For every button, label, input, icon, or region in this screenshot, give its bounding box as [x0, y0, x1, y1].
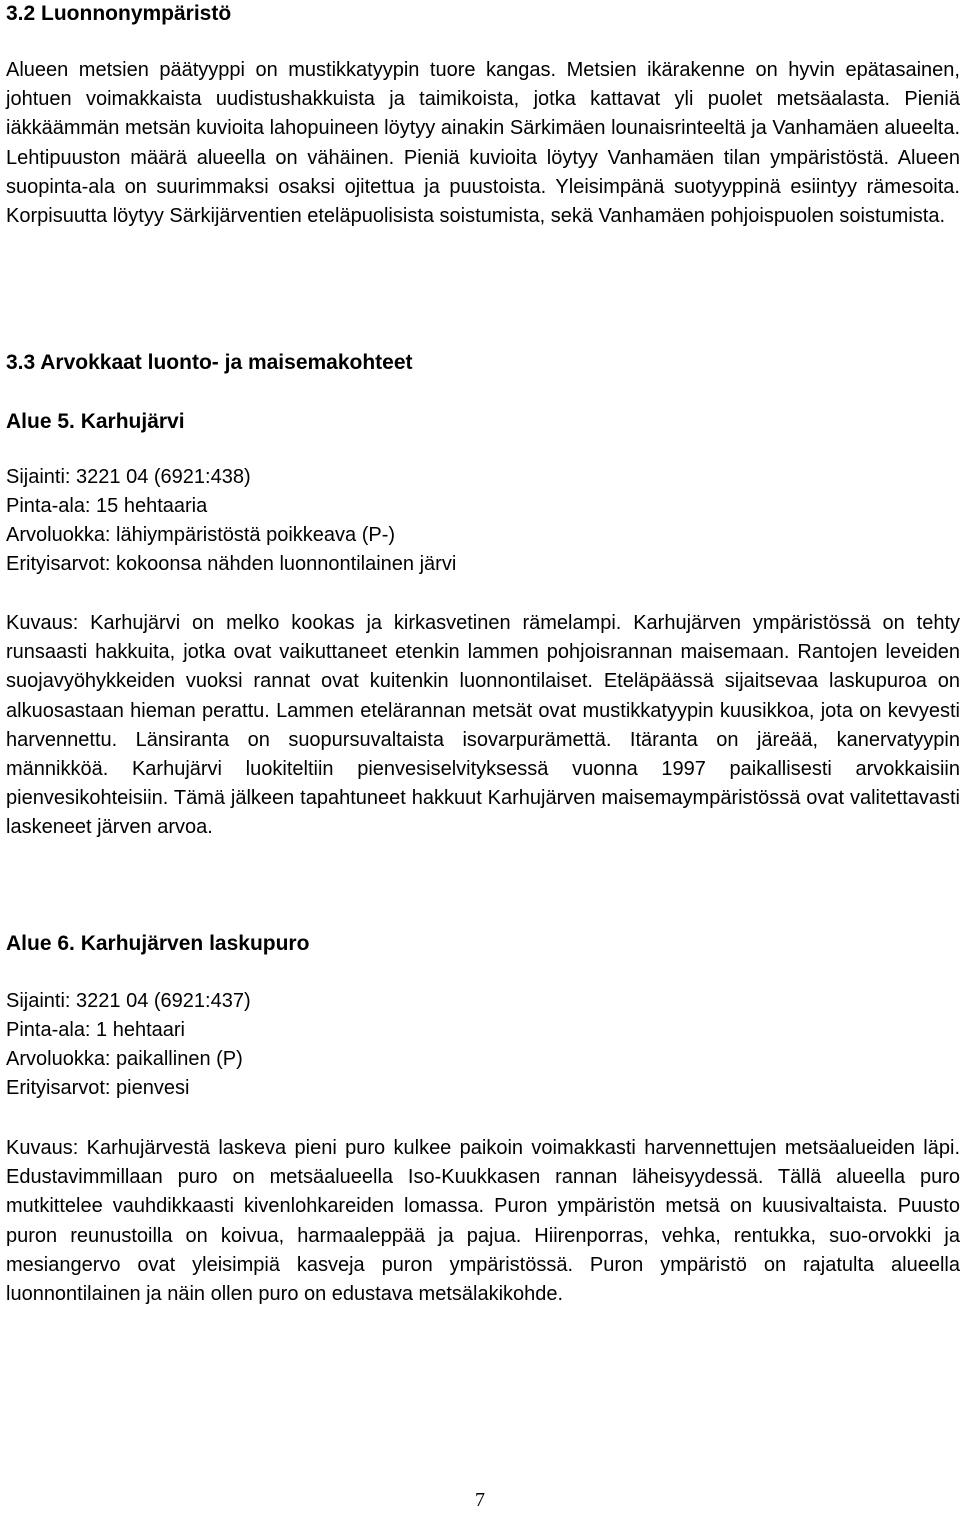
- area-5-value-class: Arvoluokka: lähiympäristöstä poikkeava (P-): [6, 524, 396, 546]
- section-heading-3-2: 3.2 Luonnonympäristö: [6, 2, 232, 25]
- area-6-description: Kuvaus: Karhujärvestä laskeva pieni puro kulkee paikoin voimakkasti harvennettujen metsäalueiden läpi. Edustavimmillaan puro on metsäalueella Iso-Kuukkasen rannan läheisyydessä. Tällä alueella puro mutkittelee vauhdikkaasti kivenlohkareiden lomassa. Puron ympäristön metsä on kuusivaltaista. Puusto puron reunustoilla on koivua, harmaaleppää ja pajua. Hiirenporras, vehka, rentukka, suo-orvokki ja mesiangervo ovat yleisimpiä kasveja puron ympäristössä. Puron ympäristö on rajatulta alueella luonnontilainen ja näin ollen puro on edustava metsälakikohde.: [6, 1137, 960, 1306]
- section-heading-3-3: 3.3 Arvokkaat luonto- ja maisemakohteet: [6, 351, 413, 374]
- area-5-metadata: [6, 463, 456, 579]
- area-5-heading: Alue 5. Karhujärvi: [6, 410, 185, 433]
- area-6-location: Sijainti: 3221 04 (6921:437): [6, 990, 251, 1012]
- area-5-special-values: Erityisarvot: kokoonsa nähden luonnontilainen järvi: [6, 553, 457, 575]
- page-number: 7: [475, 1489, 485, 1511]
- area-6-special-values: Erityisarvot: pienvesi: [6, 1077, 190, 1099]
- area-6-value-class: Arvoluokka: paikallinen (P): [6, 1048, 243, 1070]
- area-6-heading: Alue 6. Karhujärven laskupuro: [6, 932, 310, 955]
- area-6-area: Pinta-ala: 1 hehtaari: [6, 1019, 186, 1041]
- area-5-area: Pinta-ala: 15 hehtaaria: [6, 495, 208, 517]
- area-6-metadata: [6, 987, 251, 1103]
- section-3-2-paragraph: Alueen metsien päätyyppi on mustikkatyypin tuore kangas. Metsien ikärakenne on hyvin epätasainen, johtuen voimakkaista uudistushakkuista ja taimikoista, jotka kattavat yli puolet metsäalasta. Pieniä iäkkäämmän metsän kuvioita lahopuineen löytyy ainakin Särkimäen lounaisrinteeltä ja Vanhamäen alueelta. Lehtipuuston määrä alueella on vähäinen. Pieniä kuvioita löytyy Vanhamäen tilan ympäristöstä. Alueen suopinta-ala on suurimmaksi osaksi ojitettua ja puustoista. Yleisimpänä suotyyppinä esiintyy rämesoita. Korpisuutta löytyy Särkijärventien eteläpuolisista soistumista, sekä Vanhamäen pohjoispuolen soistumista.: [6, 59, 960, 228]
- area-5-description: Kuvaus: Karhujärvi on melko kookas ja kirkasvetinen rämelampi. Karhujärven ympäristössä on tehty runsaasti hakkuita, jotka ovat vaikuttaneet etenkin lammen pohjoisrannan maisemaan. Rantojen leveiden suojavyöhykkeiden vuoksi rannat ovat kuitenkin luonnontilaiset. Eteläpäässä sijaitsevaa laskupuroa on alkuosastaan hieman perattu. Lammen etelärannan metsät ovat mustikkatyypin kuusikkoa, jota on kevyesti harvennettu. Länsiranta on suopursuvaltaista isovarpurämettä. Itäranta on järeää, kanervatyypin männikköä. Karhujärvi luokiteltiin pienvesiselvityksessä vuonna 1997 paikallisesti arvokkaisiin pienvesikohteisiin. Tämä jälkeen tapahtuneet hakkuut Karhujärven maisemaympäristössä ovat valitettavasti laskeneet järven arvoa.: [6, 612, 960, 839]
- area-5-location: Sijainti: 3221 04 (6921:438): [6, 466, 251, 488]
